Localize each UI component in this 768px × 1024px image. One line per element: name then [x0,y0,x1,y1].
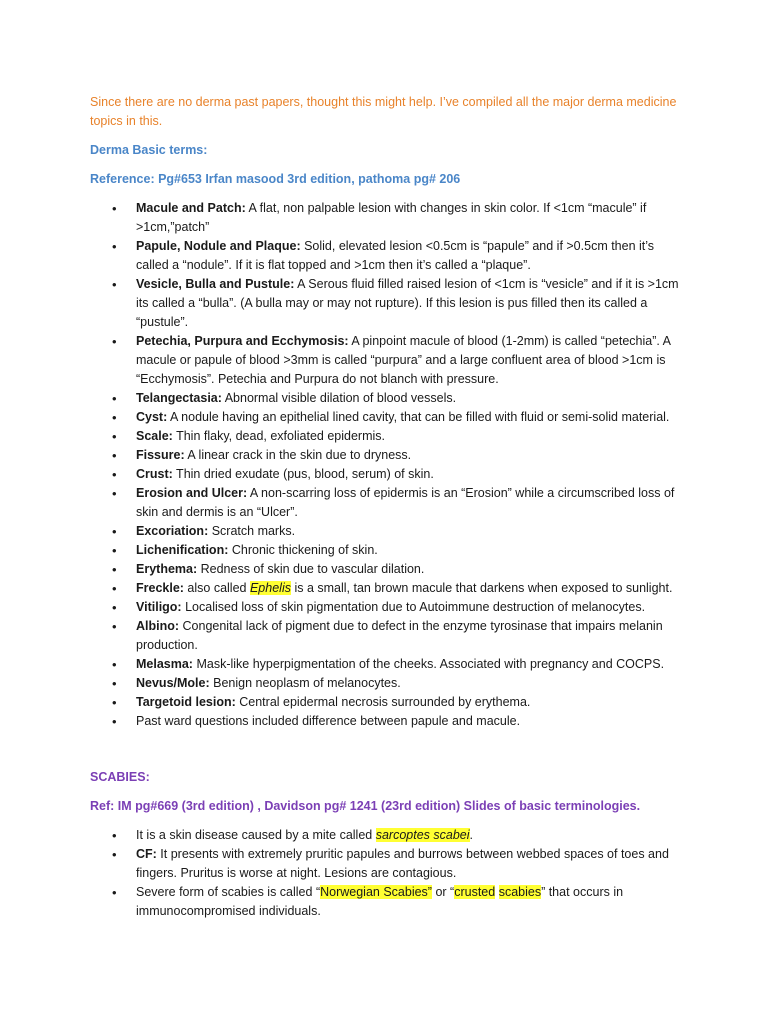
term-definition: also called [183,581,250,595]
term-definition: A pinpoint macule of blood (1-2mm) is called “petechia”. A macule or papule of blood >3mm is called “purpura” and a large confluent area of blood >1cm is “Ecchymosis”. Petechia and Purpura do not blanch with pressure. [136,334,671,386]
list-item [90,484,690,522]
term-label: Papule, Nodule and Plaque: [136,239,301,253]
term-definition: Redness of skin due to vascular dilation. [197,562,425,576]
term-label: Telangectasia: [136,391,222,405]
term-definition: A linear crack in the skin due to dryness. [184,448,412,462]
list-item [90,541,690,560]
list-item [90,237,690,275]
term-label: Targetoid lesion: [136,695,236,709]
list-item [90,617,690,655]
highlighted-term [376,828,470,842]
list-item [90,598,690,617]
term-label: Fissure: [136,448,185,462]
term-label: Erosion and Ulcer: [136,486,248,500]
term-label: Vesicle, Bulla and Pustule: [136,277,295,291]
highlighted-term-text: Ephelis [249,581,291,595]
scabies-item-text: ” that occurs in immunocompromised individuals. [136,885,624,918]
term-label: Albino: [136,619,180,633]
scabies-item-text: Severe form of scabies is called “ [136,885,321,899]
list-item [90,712,690,731]
list-item [90,693,690,712]
list-item [90,826,690,845]
list-item [90,275,690,332]
basic-terms-reference: Reference: Pg#653 Irfan masood 3rd edition, pathoma pg# 206 [90,172,461,186]
term-label: Lichenification: [136,543,229,557]
list-item [90,883,690,921]
term-definition: Abnormal visible dilation of blood vessels. [221,391,457,405]
list-item [90,655,690,674]
basic-terms-list [90,199,690,731]
term-definition: Chronic thickening of skin. [228,543,378,557]
term-definition: It presents with extremely pruritic papules and burrows between webbed spaces of toes and fingers. Pruritus is worse at night. Lesions are contagious. [136,847,669,880]
scabies-list [90,826,690,921]
term-definition: Past ward questions included difference between papule and macule. [136,714,521,728]
term-label: Freckle: [136,581,184,595]
highlighted-term: crusted [454,885,496,899]
term-definition: Scratch marks. [208,524,296,538]
term-definition: Benign neoplasm of melanocytes. [209,676,401,690]
term-label: Erythema: [136,562,198,576]
highlighted-term: Norwegian Scabies” [320,885,432,899]
scabies-item-text: It is a skin disease caused by a mite called [136,828,376,842]
list-item [90,199,690,237]
list-item [90,389,690,408]
list-item [90,427,690,446]
term-definition: Solid, elevated lesion <0.5cm is “papule” and if >0.5cm then it’s called a “nodule”. If it is flat topped and >1cm then it’s called a “plaque”. [136,239,655,272]
term-definition: Congenital lack of pigment due to defect in the enzyme tyrosinase that impairs melanin production. [136,619,663,652]
term-definition: Thin dried exudate (pus, blood, serum) of skin. [172,467,434,481]
term-label: Crust: [136,467,173,481]
term-label: Macule and Patch: [136,201,246,215]
list-item [90,674,690,693]
list-item [90,579,690,598]
list-item [90,332,690,389]
term-definition: A Serous fluid filled raised lesion of <1cm is “vesicle” and if it is >1cm its called a “bulla”. (A bulla may or may not rupture). If this lesion is pus filled then its called a “pustule”. [136,277,679,329]
mite-name: sarcoptes scabei [375,828,470,842]
scabies-heading: SCABIES: [90,770,150,784]
term-definition: A flat, non palpable lesion with changes in skin color. If <1cm “macule” if >1cm,”patch” [136,201,647,234]
term-definition: is a small, tan brown macule that darkens when exposed to sunlight. [290,581,673,595]
list-item [90,408,690,427]
highlighted-term [250,581,291,595]
term-label: Melasma: [136,657,193,671]
term-label: Scale: [136,429,173,443]
term-label: Vitiligo: [136,600,182,614]
list-item [90,522,690,541]
term-definition: Thin flaky, dead, exfoliated epidermis. [172,429,385,443]
list-item [90,560,690,579]
list-item [90,465,690,484]
term-label: Excoriation: [136,524,209,538]
term-definition: Central epidermal necrosis surrounded by erythema. [235,695,531,709]
list-item [90,446,690,465]
highlighted-term: scabies [498,885,542,899]
term-definition: Mask-like hyperpigmentation of the cheeks. Associated with pregnancy and COCPS. [192,657,665,671]
term-definition: A nodule having an epithelial lined cavity, that can be filled with fluid or semi-solid material. [167,410,670,424]
scabies-item-text: or “ [431,885,455,899]
term-definition: Localised loss of skin pigmentation due to Autoimmune destruction of melanocytes. [181,600,646,614]
term-label: CF: [136,847,157,861]
basic-terms-heading: Derma Basic terms: [90,143,208,157]
scabies-reference: Ref: IM pg#669 (3rd edition) , Davidson pg# 1241 (23rd edition) Slides of basic terminologies. [90,799,641,813]
term-label: Nevus/Mole: [136,676,210,690]
term-definition: A non-scarring loss of epidermis is an “Erosion” while a circumscribed loss of skin and dermis is an “Ulcer”. [136,486,675,519]
term-label: Petechia, Purpura and Ecchymosis: [136,334,349,348]
scabies-item-text: . [469,828,474,842]
intro-paragraph: Since there are no derma past papers, thought this might help. I’ve compiled all the major derma medicine topics in this. [90,95,677,128]
list-item [90,845,690,883]
term-label: Cyst: [136,410,168,424]
